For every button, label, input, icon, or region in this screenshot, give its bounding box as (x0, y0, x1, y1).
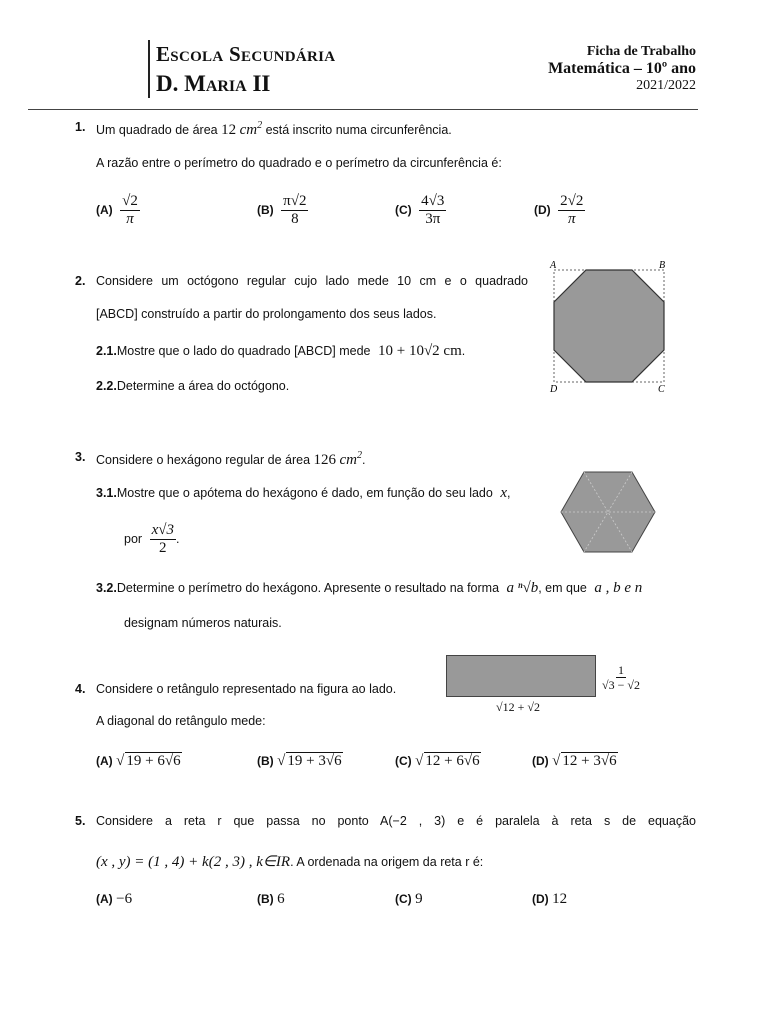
q3-text: Considere o hexágono regular de área 126 $cm^2$. (96, 450, 366, 468)
q3-1-formula: por $\frac{x√3}{2}$ . (124, 522, 180, 556)
q4-option-a[interactable]: (A) √ 19 + 6√6 (96, 753, 181, 769)
q5-option-c[interactable]: (C) 9 (395, 891, 423, 907)
q1-number: 1. (75, 120, 86, 134)
q4-option-b[interactable]: (B) √ 19 + 3√6 (257, 753, 342, 769)
q5-option-d[interactable]: (D) 12 (532, 891, 568, 907)
subject-title: Matemática – 10º ano (548, 60, 696, 77)
label-c: C (658, 384, 665, 393)
q4-option-c[interactable]: (C) √ 12 + 6√6 (395, 753, 480, 769)
octagon-shape (554, 270, 664, 382)
sheet-info (548, 44, 696, 94)
q4-prompt: A diagonal do retângulo mede: (96, 714, 266, 728)
q5-number: 5. (75, 814, 86, 828)
q3-2: 3.2.Determine o perímetro do hexágono. Apresente o resultado na forma a ⁿ√b, em que a , b e n (96, 580, 643, 596)
q1-option-b[interactable]: (B) $\frac{\pi√2}{8}$ (257, 193, 307, 227)
hexagon-shape (561, 472, 655, 552)
q4-option-d[interactable]: (D) √ 12 + 3√6 (532, 753, 617, 769)
header-rule (28, 109, 698, 110)
hexagon-figure (560, 470, 656, 554)
school-line1: Escola Secundária (156, 42, 336, 66)
q4-text: Considere o retângulo representado na figura ao lado. (96, 682, 397, 696)
q1-text: Um quadrado de área 12 $cm^2$ está inscrito numa circunferência. (96, 120, 452, 138)
q5-option-a[interactable]: (A) −6 (96, 891, 133, 907)
q4-number: 4. (75, 682, 86, 696)
q1-prompt: A razão entre o perímetro do quadrado e o perímetro da circunferência é: (96, 156, 502, 170)
q1-option-a[interactable]: (A) $\frac{√2}{\pi}$ (96, 193, 138, 227)
q2-1: 2.1.Mostre que o lado do quadrado [ABCD] mede 10 + 10√2 cm. (96, 343, 466, 359)
q2-line2: [ABCD] construído a partir do prolongamento dos seus lados. (96, 307, 437, 321)
school-name (148, 40, 335, 98)
octagon-figure (540, 258, 680, 393)
q3-1: 3.1.Mostre que o apótema do hexágono é dado, em função do seu lado x, (96, 485, 511, 501)
q2-2: 2.2.Determine a área do octógono. (96, 379, 290, 393)
q3-number: 3. (75, 450, 86, 464)
sheet-title: Ficha de Trabalho (586, 44, 696, 59)
rect-bottom-label: √12 + √2 (496, 700, 540, 714)
label-a: A (550, 260, 557, 271)
q5-line1: Considere a reta r que passa no ponto A(−2 , 3) e é paralela à reta s de equação (96, 814, 696, 828)
school-line2: D. Maria II (156, 71, 271, 96)
q1-option-c[interactable]: (C) $\frac{4√3}{3\pi}$ (395, 193, 445, 227)
q5-option-b[interactable]: (B) 6 (257, 891, 285, 907)
q5-line2: (x , y) = (1 , 4) + k(2 , 3) , k∈IR. A ordenada na origem da reta r é: (96, 854, 484, 870)
rectangle-figure (446, 655, 596, 697)
school-year: 2021/2022 (636, 78, 696, 93)
q1-option-d[interactable]: (D) $\frac{2√2}{\pi}$ (534, 193, 584, 227)
q2-number: 2. (75, 274, 86, 288)
rect-side-label: $\frac{1}{√3 - √2}$ (602, 663, 640, 692)
label-b: B (659, 260, 666, 271)
q3-2-line2: designam números naturais. (124, 616, 282, 630)
q2-line1: Considere um octógono regular cujo lado mede 10 cm e o quadrado (96, 274, 528, 288)
label-d: D (550, 384, 558, 393)
